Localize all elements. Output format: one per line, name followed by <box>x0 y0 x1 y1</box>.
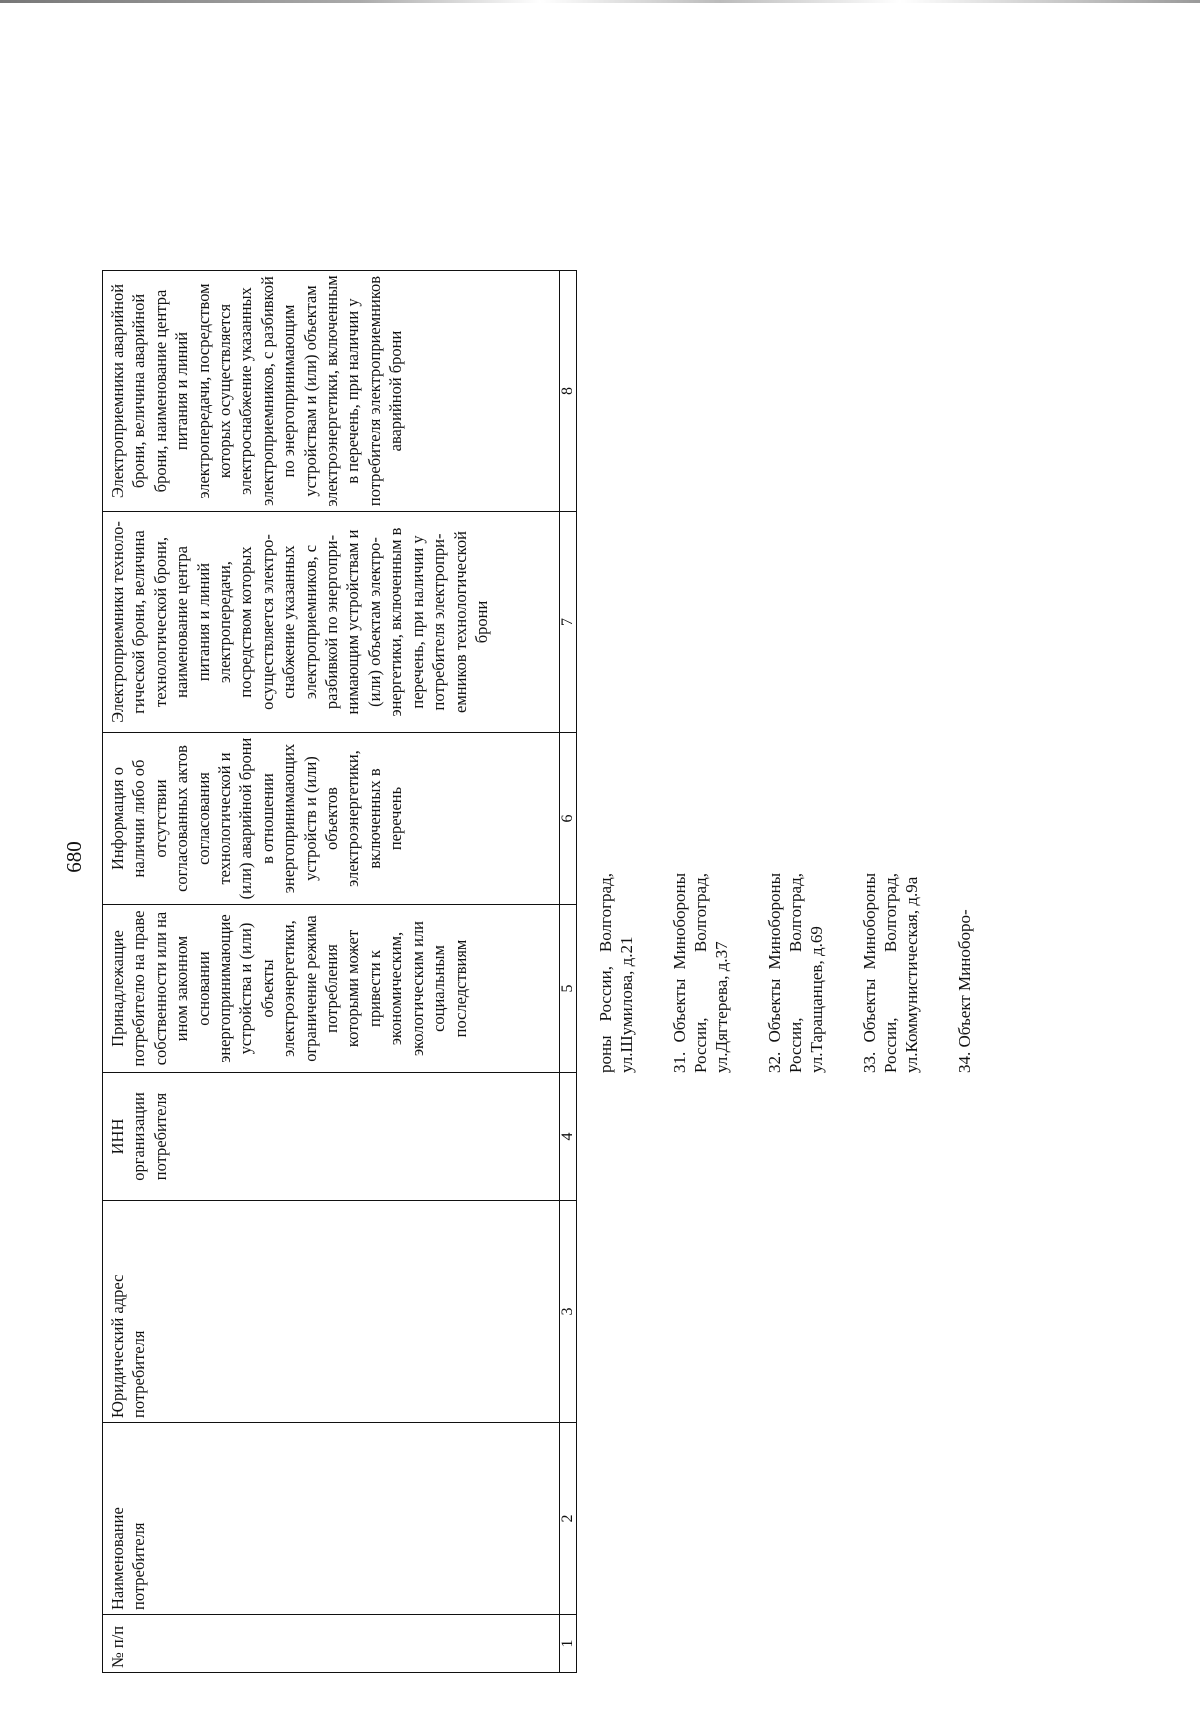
td-colnum-3: 3 <box>560 1201 577 1423</box>
td-colnum-8: 8 <box>560 271 577 512</box>
list-item: роны России, Волгоград, ул.Шумилова, д.21 <box>596 873 636 1073</box>
td-colnum-2: 2 <box>560 1423 577 1615</box>
th-devices: Принадлежащие потребителю на праве собственности или на ином законном основании энергопринимающие устройства и (или) объекты электроэнергетики, ограничение режима потребления которыми может привести к экономическим, экологическим или социальным последствиям <box>103 905 560 1073</box>
th-acts-info: Информация о наличии либо об отсутствии согласованных актов согласования технологической и (или) аварийной брони в отношении энергопринимающих устройств и (или) объектов электроэнергетики, включенных в перечень <box>103 733 560 905</box>
list-item: 33. Объекты Минобороны России, Волгоград, ул.Коммунистическая, д.9а <box>860 873 921 1073</box>
th-consumer-name: Наименование потребителя <box>103 1423 560 1615</box>
th-tech-reserve: Электроприемники технологической брони, величина технологической брони, наименование центра питания и линий электропередачи, посредством которых осуществляется электроснабжение указанных электроприемников, с разбивкой по энергопринимающим устройствам и (или) объектам электроэнергетики, включенным в перечень, при наличии у потребителя электроприемников технологической брони <box>103 512 560 733</box>
continuation-entries <box>595 873 1007 1073</box>
td-colnum-filler <box>560 50 577 271</box>
th-legal-address: Юридический адрес потребителя <box>103 1201 560 1423</box>
td-colnum-6: 6 <box>560 733 577 905</box>
consumer-table <box>102 49 577 1673</box>
list-item: 32. Объекты Минобороны России, Волгоград, ул.Таращанцев, д.69 <box>765 873 826 1073</box>
th-filler <box>103 50 560 271</box>
td-colnum-7: 7 <box>560 512 577 733</box>
table-header-row <box>103 50 560 1673</box>
list-item: 34. Объект Миноборо- <box>955 909 974 1073</box>
page-number-label: 680 <box>62 841 86 873</box>
th-inn: ИНН организации потребителя <box>103 1073 560 1201</box>
td-colnum-1: 1 <box>560 1615 577 1673</box>
td-colnum-5: 5 <box>560 905 577 1073</box>
td-colnum-4: 4 <box>560 1073 577 1201</box>
table-column-numbers <box>560 50 577 1673</box>
th-number: № п/п <box>103 1615 560 1673</box>
th-emergency-reserve: Электроприемники аварийной брони, величина аварийной брони, наименование центра питания и линий электропередачи, посредством которых осуществляется электроснабжение указанных электроприемников, с разбивкой по энергопринимающим устройствам и (или) объектам электроэнергетики, включенным в перечень, при наличии у потребителя электроприемников аварийной брони <box>103 271 560 512</box>
list-item: 31. Объекты Минобороны России, Волгоград, ул.Дягтерева, д.37 <box>670 873 731 1073</box>
